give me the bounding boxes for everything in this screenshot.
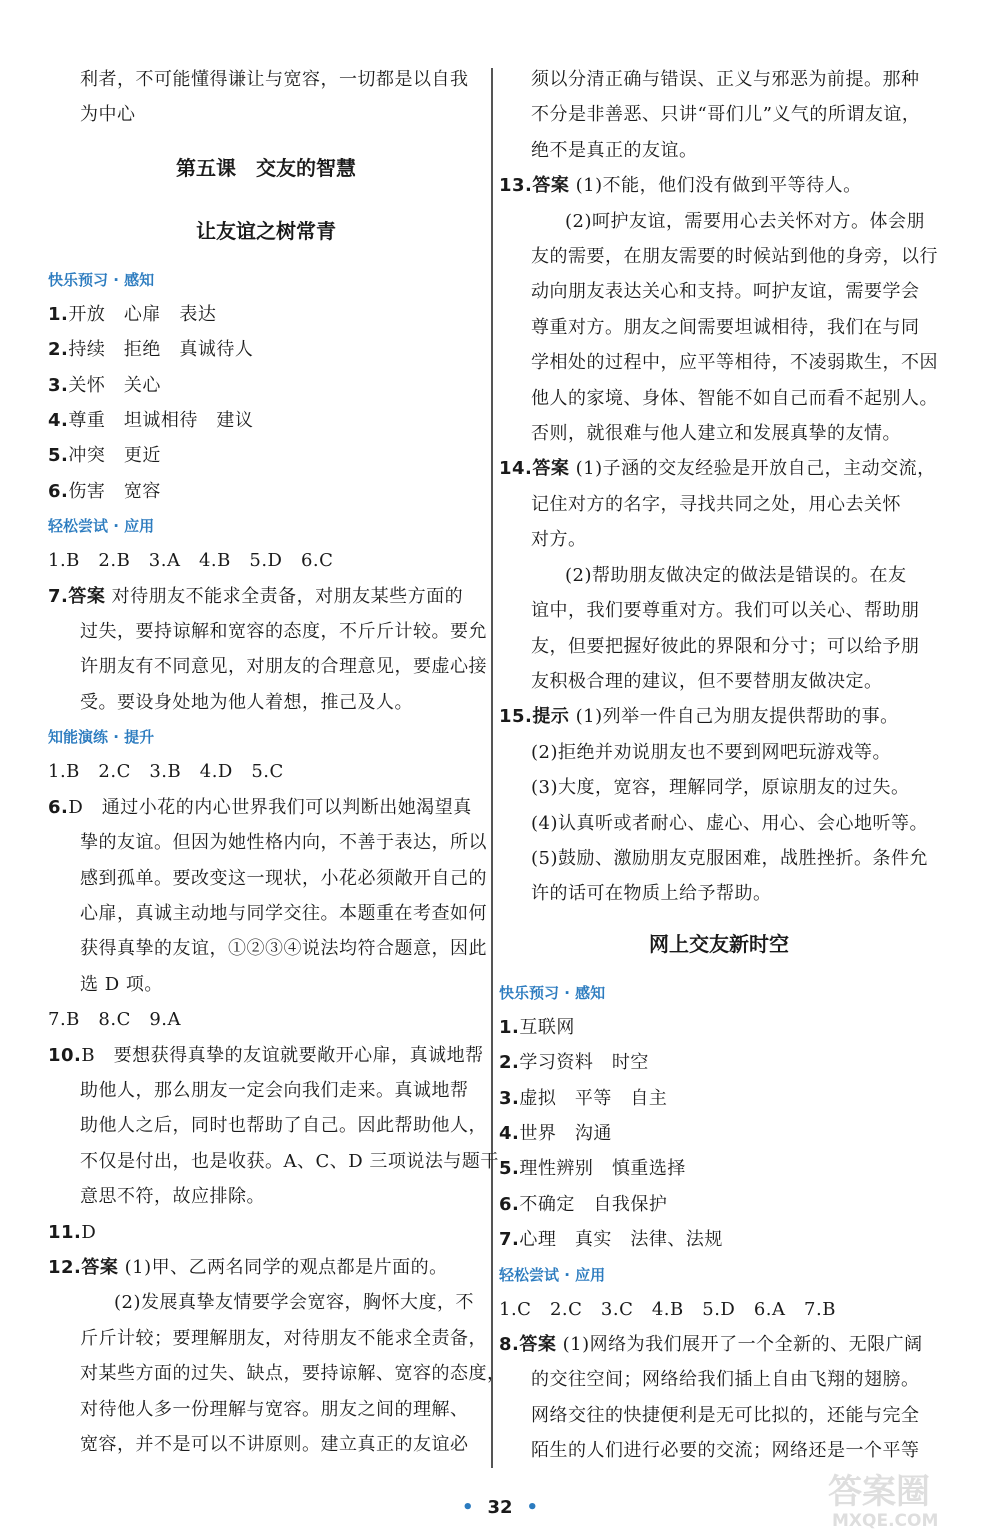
answer-text: 网络交往的快捷便利是无可比拟的，还能与完全 [531, 1404, 920, 1426]
answer-line [499, 97, 939, 132]
question-number: 7. [499, 1229, 520, 1251]
answer-text: 1.C 2.C 3.C 4.B 5.D 6.A 7.B [499, 1298, 836, 1320]
section-heading: 让友谊之树常青 [196, 218, 336, 243]
answer-line [499, 1081, 939, 1116]
answer-text: (2)呵护友谊，需要用心去关怀对方。体会朋 [565, 210, 925, 232]
answer-text: 学相处的过程中，应平等相待，不凌弱欺生，不因 [531, 352, 938, 374]
answer-line [48, 614, 487, 649]
answer-text: 冲突 更近 [68, 445, 161, 467]
answer-text: 记住对方的名字，寻找共同之处，用心去关怀 [531, 493, 901, 515]
question-number: 3. [48, 374, 69, 396]
lesson-title: 第五课 交友的智慧 [176, 155, 356, 180]
answer-text: 助他人之后，同时也帮助了自己。因此帮助他人， [80, 1115, 487, 1137]
answer-text: B 要想获得真挚的友谊就要敞开心扉，真诚地帮 [81, 1044, 484, 1066]
answer-text: 对待朋友不能求全责备，对朋友某些方面的 [105, 585, 464, 607]
answer-line [499, 1433, 939, 1468]
answer-text: 的交往空间；网络给我们插上自由飞翔的翅膀。 [531, 1369, 920, 1391]
answer-line [499, 62, 939, 97]
answer-line [48, 754, 484, 789]
answer-text: 他人的家境、身体、智能不如自己而看不起别人。 [531, 387, 938, 409]
question-number: 6. [48, 796, 69, 818]
answer-text: 虚拟 平等 自主 [519, 1087, 668, 1109]
answer-line [499, 770, 939, 805]
answer-line [499, 274, 939, 309]
answer-text: (1)不能，他们没有做到平等待人。 [569, 175, 862, 197]
question-number: 8. [499, 1334, 520, 1355]
question-number: 15. [499, 706, 533, 728]
question-number: 6. [48, 480, 69, 502]
answer-text: 宽容，并不是可以不讲原则。建立真正的友谊必 [80, 1434, 469, 1455]
answer-line [499, 416, 939, 451]
answer-line [48, 438, 484, 473]
answer-text: (1)列举一件自己为朋友提供帮助的事。 [569, 706, 899, 728]
answer-text: 陌生的人们进行必要的交流；网络还是一个平等 [531, 1440, 920, 1462]
answer-line [48, 649, 487, 684]
question-number: 5. [499, 1158, 520, 1180]
answer-line [48, 1285, 484, 1320]
answer-line [48, 543, 484, 578]
answer-line [499, 699, 939, 734]
answer-line [499, 806, 939, 841]
answer-text: 关怀 关心 [68, 374, 161, 396]
answer-text: 1.B 2.C 3.B 4.D 5.C [48, 761, 284, 783]
answer-line [48, 297, 484, 332]
left-column [48, 62, 506, 1462]
answer-text: (1)甲、乙两名同学的观点都是片面的。 [118, 1256, 448, 1278]
answer-text: 互联网 [519, 1016, 575, 1038]
page-number-text: 32 [487, 1497, 513, 1518]
answer-text: 对待他人多一份理解与宽容。朋友之间的理解、 [80, 1398, 469, 1420]
answer-line [499, 1116, 939, 1151]
answer-line [499, 664, 939, 699]
answer-text: 7.B 8.C 9.A [48, 1009, 182, 1031]
answer-text: 绝不是真正的友谊。 [531, 139, 698, 161]
answer-tag: 答案 [532, 458, 570, 480]
question-number: 6. [499, 1193, 520, 1215]
answer-text: 许朋友有不同意见，对朋友的合理意见，要虚心接 [80, 656, 487, 678]
answer-line [499, 1151, 939, 1186]
answer-text: 开放 心扉 表达 [68, 303, 217, 325]
answer-line [48, 1038, 484, 1073]
question-number: 13. [499, 175, 533, 197]
answer-text: 否则，就很难与他人建立和发展真挚的友情。 [531, 423, 901, 445]
answer-line [499, 204, 939, 239]
answer-line [48, 685, 484, 720]
question-number: 11. [48, 1221, 82, 1243]
answer-text: D [81, 1221, 97, 1243]
answer-text: 尊重 坦诚相待 建议 [68, 410, 254, 432]
answer-text: 理性辨别 慎重选择 [519, 1158, 686, 1180]
answer-line [48, 1321, 487, 1356]
exercise-section-label: 快乐预习 · 感知 [499, 983, 606, 1002]
answer-line [499, 451, 939, 486]
answer-line [48, 1392, 484, 1427]
answer-line [48, 896, 487, 931]
answer-text: 过失，要持谅解和宽容的态度，不斤斤计较。要允 [80, 621, 487, 643]
answer-text: 助他人，那么朋友一定会向我们走来。真诚地帮 [80, 1079, 469, 1101]
answer-text: 不仅是付出，也是收获。A、C、D 三项说法与题干 [80, 1150, 499, 1172]
answer-text: (4)认真听或者耐心、虚心、用心、会心地听等。 [531, 812, 928, 834]
answer-line [48, 825, 487, 860]
watermark-title: 答案圈 [828, 1472, 930, 1512]
question-number: 1. [499, 1016, 520, 1038]
answer-line [48, 967, 484, 1002]
answer-line [48, 332, 484, 367]
answer-text: (2)发展真挚友情要学会宽容，胸怀大度，不 [114, 1292, 474, 1314]
answer-tag: 答案 [519, 1334, 557, 1355]
answer-line [499, 1010, 939, 1045]
answer-text: 对方。 [531, 529, 587, 551]
answer-text: 心扉，真诚主动地与同学交往。本题重在考查如何 [80, 902, 487, 924]
column-divider [491, 68, 493, 1468]
watermark-url: MXQE.COM [832, 1511, 939, 1531]
answer-text: (1)网络为我们展开了一个全新的、无限广阔 [556, 1334, 923, 1355]
answer-text: 持续 拒绝 真诚待人 [68, 339, 254, 361]
answer-text: (3)大度，宽容，理解同学，原谅朋友的过失。 [531, 777, 910, 799]
answer-line [48, 97, 484, 132]
bullet-dot-icon: • [461, 1497, 474, 1518]
question-number: 7. [48, 585, 69, 607]
answer-line [48, 1002, 484, 1037]
bullet-dot-icon: • [526, 1497, 539, 1518]
answer-tag: 答案 [68, 585, 106, 607]
answer-line [499, 1222, 939, 1257]
answer-line [48, 931, 487, 966]
answer-line [499, 1327, 939, 1362]
answer-line [499, 1362, 939, 1397]
answer-text: 不确定 自我保护 [519, 1193, 668, 1215]
answer-text: 尊重对方。朋友之间需要坦诚相待，我们在与同 [531, 316, 920, 338]
answer-text: 友的需要，在朋友需要的时候站到他的身旁，以行 [531, 246, 938, 268]
exercise-section-label: 轻松尝试 · 应用 [48, 517, 155, 536]
question-number: 14. [499, 458, 533, 480]
question-number: 1. [48, 303, 69, 325]
answer-line [48, 1427, 484, 1462]
answer-line [499, 876, 939, 911]
answer-line [499, 168, 939, 203]
answer-line [48, 579, 484, 614]
answer-line [48, 1215, 484, 1250]
answer-line [499, 629, 939, 664]
answer-text: (2)帮助朋友做决定的做法是错误的。在友 [565, 564, 907, 586]
question-number: 10. [48, 1044, 82, 1066]
answer-text: (2)拒绝并劝说朋友也不要到网吧玩游戏等。 [531, 741, 891, 763]
answer-text: 为中心 [80, 104, 136, 126]
answer-text: 挚的友谊。但因为她性格内向，不善于表达，所以 [80, 832, 487, 854]
answer-text: 谊中，我们要尊重对方。我们可以关心、帮助朋 [531, 600, 920, 622]
answer-line [48, 1108, 487, 1143]
answer-line [499, 239, 939, 274]
answer-text: 1.B 2.B 3.A 4.B 5.D 6.C [48, 550, 334, 572]
question-number: 3. [499, 1087, 520, 1109]
exercise-section-label: 轻松尝试 · 应用 [499, 1265, 606, 1284]
answer-text: 世界 沟通 [519, 1122, 612, 1144]
answer-text: 学习资料 时空 [519, 1052, 649, 1074]
answer-line [48, 1356, 506, 1391]
answer-line [499, 381, 939, 416]
answer-text: 选 D 项。 [80, 973, 163, 995]
answer-line [48, 790, 484, 825]
answer-line [499, 735, 939, 770]
answer-tag: 答案 [81, 1256, 119, 1278]
question-number: 5. [48, 445, 69, 467]
answer-line [499, 487, 939, 522]
answer-line [499, 1292, 939, 1327]
answer-line [48, 861, 487, 896]
answer-text: 友，但要把握好彼此的界限和分寸；可以给予朋 [531, 635, 920, 657]
answer-tag: 答案 [532, 175, 570, 197]
answer-line [48, 403, 484, 438]
answer-tag: 提示 [532, 706, 570, 728]
answer-text: 不分是非善恶、只讲“哥们儿”义气的所谓友谊， [531, 104, 921, 126]
answer-line [48, 474, 484, 509]
answer-text: 伤害 宽容 [68, 480, 161, 502]
question-number: 2. [499, 1052, 520, 1074]
answer-text: 感到孤单。要改变这一现状，小花必须敞开自己的 [80, 867, 487, 889]
section-heading: 网上交友新时空 [649, 931, 789, 956]
answer-line [48, 1073, 484, 1108]
answer-text: (1)子涵的交友经验是开放自己，主动交流， [569, 458, 936, 480]
watermark [822, 1471, 992, 1531]
question-number: 2. [48, 339, 69, 361]
question-number: 4. [499, 1122, 520, 1144]
answer-line [499, 522, 939, 557]
answer-text: 动向朋友表达关心和支持。呵护友谊，需要学会 [531, 281, 920, 303]
answer-line [48, 1144, 499, 1179]
answer-line [499, 133, 939, 168]
answer-text: 意思不符，故应排除。 [80, 1186, 265, 1208]
answer-line [499, 345, 939, 380]
answer-text: 友积极合理的建议，但不要替朋友做决定。 [531, 670, 883, 692]
exercise-section-label: 快乐预习 · 感知 [48, 270, 155, 289]
exercise-section-label: 知能演练 · 提升 [48, 728, 155, 747]
answer-line [499, 593, 939, 628]
answer-line [499, 1045, 939, 1080]
answer-text: 利者，不可能懂得谦让与宽容，一切都是以自我 [80, 69, 469, 90]
answer-line [499, 558, 939, 593]
answer-text: 心理 真实 法律、法规 [519, 1229, 723, 1251]
answer-line [48, 1179, 484, 1214]
answer-text: 须以分清正确与错误、正义与邪恶为前提。那种 [531, 69, 920, 90]
answer-text: D 通过小花的内心世界我们可以判断出她渴望真 [68, 796, 472, 818]
answer-line [499, 1398, 939, 1433]
answer-text: 获得真挚的友谊，①②③④说法均符合题意，因此 [80, 938, 487, 960]
answer-line [499, 310, 939, 345]
answer-text: 对某些方面的过失、缺点，要持谅解、宽容的态度， [80, 1363, 506, 1385]
answer-line [48, 1250, 484, 1285]
answer-line [48, 62, 484, 97]
question-number: 4. [48, 410, 69, 432]
answer-text: 许的话可在物质上给予帮助。 [531, 883, 772, 905]
answer-line [48, 368, 484, 403]
answer-line [499, 841, 939, 876]
answer-text: (5)鼓励、激励朋友克服困难，战胜挫折。条件允 [531, 847, 928, 869]
answer-text: 斤斤计较；要理解朋友，对待朋友不能求全责备， [80, 1327, 487, 1349]
question-number: 12. [48, 1256, 82, 1278]
answer-text: 受。要设身处地为他人着想，推己及人。 [80, 691, 413, 713]
answer-line [499, 1187, 939, 1222]
right-column [499, 62, 939, 1469]
